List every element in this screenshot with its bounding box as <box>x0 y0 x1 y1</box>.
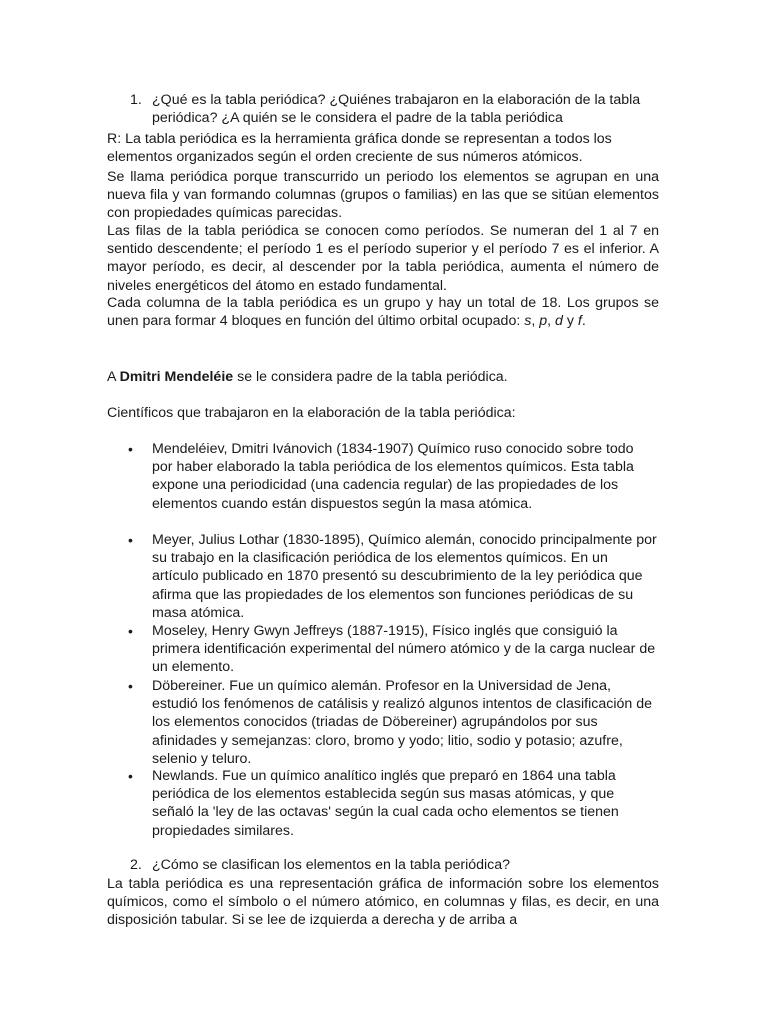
answer-2-paragraph-1: La tabla periódica es una representación gráfica de información sobre los elementos químicos, como el símbolo o el número atómico, en columnas y filas, es decir, en una disposición tabular. Si se lee de izquierda a derecha y de arriba a <box>107 876 659 929</box>
scientists-intro: Científicos que trabajaron en la elaboración de la tabla periódica: <box>107 405 516 421</box>
answer-1-paragraph-2: Se llama periódica porque transcurrido un periodo los elementos se agrupan en una nueva fila y van formando columnas (grupos o familias) en las que se sitúan elementos con propiedades químicas parecidas. <box>107 169 659 222</box>
separator: y <box>562 313 578 330</box>
orbital-f: f <box>577 313 582 330</box>
bullet-icon: • <box>128 532 133 548</box>
question-1-number: 1. <box>130 92 142 108</box>
question-1-text: ¿Qué es la tabla periódica? ¿Quiénes trabajaron en la elaboración de la tabla periódica? ¿A quién se le considera el padre de la tabla periódica <box>152 92 641 127</box>
separator: , <box>531 313 540 330</box>
list-item-text: Mendeléiev, Dmitri Ivánovich (1834-1907) Químico ruso conocido sobre todo por haber elaborado la tabla periódica de los elementos químicos. Esta tabla expone una periodicidad (una cadencia regular) de las propiedades de los elementos cuando están dispuestos según la masa atómica. <box>152 441 634 512</box>
father-prefix: A <box>107 369 120 385</box>
question-1 <box>0 91 768 131</box>
list-item-text: Newlands. Fue un químico analítico inglés que preparó en 1864 una tabla periódica de los elementos establecida según sus masas atómicas, y que señaló la 'ley de las octavas' según la cual cada ocho elementos se tienen propiedades similares. <box>152 768 619 839</box>
orbital-p: p <box>539 313 548 330</box>
separator: , <box>547 313 555 330</box>
list-item-text: Meyer, Julius Lothar (1830-1895), Químico alemán, conocido principalmente por su trabajo en la clasificación periódica de los elementos químicos. En un artículo publicado en 1870 presentó su descubrimiento de la ley periódica que afirma que las propiedades de los elementos son funciones periódicas de su masa atómica. <box>152 532 657 621</box>
bullet-icon: • <box>128 768 133 784</box>
orbital-s: s <box>524 313 532 330</box>
orbital-d: d <box>555 313 563 330</box>
paragraph-end: . <box>581 313 586 330</box>
question-2-number: 2. <box>130 857 142 873</box>
answer-1-paragraph-1: R: La tabla periódica es la herramienta gráfica donde se representan a todos los elementos organizados según el orden creciente de sus números atómicos. <box>107 131 612 166</box>
list-item-text: Döbereiner. Fue un químico alemán. Profesor en la Universidad de Jena, estudió los fenómenos de catálisis y realizó algunos intentos de clasificación de los elementos conocidos (triadas de Döbereiner) agrupándolos por sus afinidades y semejanzas: cloro, bromo y yodo; litio, sodio y potasio; azufre, selenio y teluro. <box>152 678 653 767</box>
answer-1-paragraph-4-lead: Cada columna de la tabla periódica es un grupo y hay un total de 18. Los grupos se unen para formar 4 bloques en función del último orbital ocupado: <box>107 295 659 330</box>
father-suffix: se le considera padre de la tabla periódica. <box>233 369 508 385</box>
father-name: Dmitri Mendeléie <box>119 369 234 385</box>
father-statement <box>107 368 659 386</box>
question-2-text: ¿Cómo se clasifican los elementos en la tabla periódica? <box>152 857 511 873</box>
answer-1-paragraph-3: Las filas de la tabla periódica se conocen como períodos. Se numeran del 1 al 7 en sentido descendente; el período 1 es el período superior y el período 7 es el inferior. A mayor período, es decir, al descender por la tabla periódica, aumenta el número de niveles energéticos del átomo en estado fundamental. <box>107 223 659 294</box>
bullet-icon: • <box>128 623 133 639</box>
list-item-text: Moseley, Henry Gwyn Jeffreys (1887-1915), Físico inglés que consiguió la primera identificación experimental del número atómico y de la carga nuclear de un elemento. <box>152 623 656 676</box>
bullet-icon: • <box>128 441 133 457</box>
answer-1-paragraph-4 <box>107 294 659 330</box>
question-2 <box>0 856 768 876</box>
bullet-icon: • <box>128 678 133 694</box>
